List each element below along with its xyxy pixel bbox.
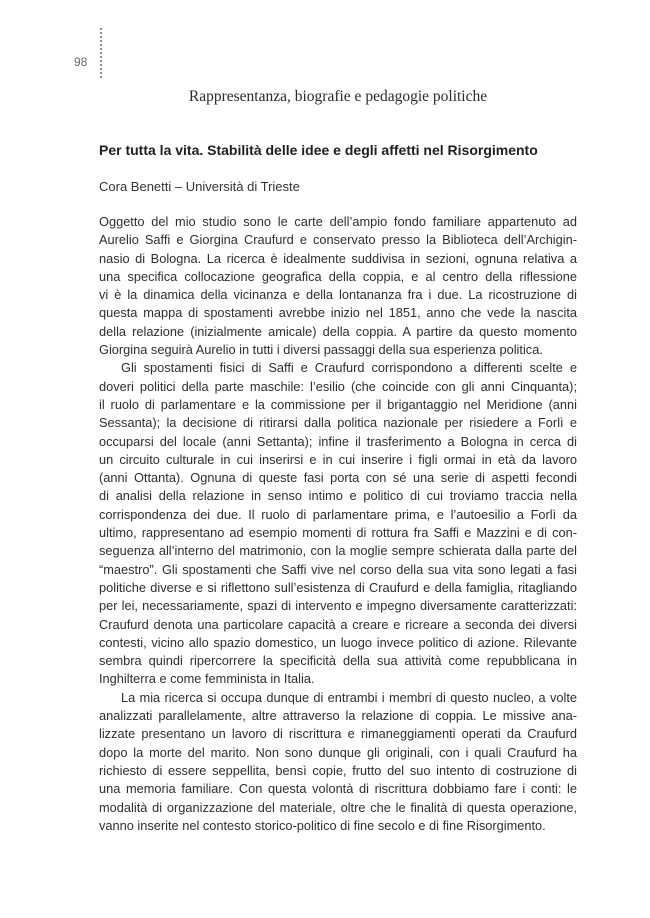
text-line: politiche diverse e si riflettono sull’esistenza di Craufurd e della famiglia, ritagliando (99, 579, 577, 595)
text-line: di analisi della relazione in senso intimo e politico di cui troviamo traccia nella (99, 488, 577, 504)
text-line: Giorgina seguirà Aurelio in tutti i diversi passaggi della sua esperienza politica. (99, 342, 543, 358)
paragraph-1 (99, 213, 577, 359)
text-line: doveri politici della parte maschile: l’esilio (che coincide con gli anni Cinquanta); (99, 378, 577, 394)
text-line: questa mappa di spostamenti avrebbe inizio nel 1851, anno che vede la nascita (99, 305, 577, 321)
text-line: una specifica collocazione geografica della coppia, e al centro della riflessione (99, 268, 577, 284)
paragraph-3 (99, 689, 577, 835)
text-line: dopo la morte del marito. Non sono dunque gli originali, con i quali Craufurd ha (99, 744, 577, 760)
text-line: “maestro”. Gli spostamenti che Saffi vive nel corso della sua vita sono legati a fasi (99, 561, 577, 577)
author-affiliation: Cora Benetti – Università di Trieste (99, 179, 300, 194)
text-line: nasio di Bologna. La ricerca è idealmente suddivisa in sezioni, ognuna relativa a (99, 250, 577, 266)
page-number: 98 (74, 55, 88, 69)
text-line: della relazione (inizialmente amicale) della coppia. A partire da questo momento (99, 323, 577, 339)
text-line: analizzati parallelamente, altre attraverso la relazione di coppia. Le missive ana- (99, 708, 577, 724)
running-header: Rappresentanza, biografie e pedagogie politiche (188, 88, 488, 105)
text-line: Craufurd denota una particolare capacità a creare e ricreare a seconda dei diversi (99, 616, 577, 632)
text-line: vi è la dinamica della vicinanza e della lontananza fra i due. La ricostruzione di (99, 287, 577, 303)
text-line: corrispondenza dei due. Il ruolo di parlamentare prima, e l’autoesilio a Forlì da (99, 506, 577, 522)
text-line: un circuito culturale in cui inserirsi e in cui inserire i figli ormai in età da lavoro (99, 451, 577, 467)
article-body (99, 213, 577, 835)
text-line: Sessanta); la decisione di ritirarsi dalla politica nazionale per risiedere a Forlì e (99, 415, 577, 431)
text-line: contesti, vicino allo spazio domestico, un luogo invece politico di azione. Rilevante (99, 634, 577, 650)
text-line: il ruolo di parlamentare e la commissione per il brigantaggio nel Meridione (anni (99, 396, 577, 412)
text-line: Inghilterra e come femminista in Italia. (99, 671, 315, 687)
paragraph-2 (99, 359, 577, 688)
text-line: seguenza all’interno del matrimonio, con la moglie sempre schierata dalla parte del (99, 543, 577, 559)
text-line: Gli spostamenti fisici di Saffi e Craufurd corrispondono a differenti scelte e (121, 360, 577, 376)
text-line: vanno inserite nel contesto storico-politico di fine secolo e di fine Risorgimento. (99, 817, 546, 833)
text-line: per lei, necessariamente, spazi di intervento e impegno diversamente caratterizzati: (99, 598, 577, 614)
text-line: ultimo, rappresentano ad esempio momenti di rottura fra Saffi e Mazzini e di con- (99, 525, 577, 541)
text-line: occuparsi del locale (anni Settanta); infine il trasferimento a Bologna in cerca di (99, 433, 577, 449)
text-line: sembra quindi ripercorrere la specificità della sua attività come repubblicana in (99, 653, 577, 669)
text-line: (anni Ottanta). Ognuna di queste fasi porta con sé una serie di aspetti fecondi (99, 470, 577, 486)
text-line: Oggetto del mio studio sono le carte dell’ampio fondo familiare appartenuto ad (99, 214, 577, 229)
article-title: Per tutta la vita. Stabilità delle idee e degli affetti nel Risorgimento (99, 142, 538, 158)
text-line: Aurelio Saffi e Giorgina Craufurd e conservato presso la Biblioteca dell’Archigin- (99, 232, 577, 248)
text-line: La mia ricerca si occupa dunque di entrambi i membri di questo nucleo, a volte (121, 689, 577, 705)
text-line: lizzate presentano un lavoro di riscrittura e rimaneggiamenti operati da Craufurd (99, 726, 577, 742)
dotted-margin-rule (100, 28, 102, 78)
text-line: richiesto di essere seppellita, bensì copie, frutto del suo intento di costruzione di (99, 762, 577, 778)
text-line: modalità di organizzazione del materiale, oltre che le finalità di questa operazione, (99, 799, 577, 815)
text-line: una memoria familiare. Con questa volontà di riscrittura dobbiamo fare i conti: le (99, 781, 577, 797)
